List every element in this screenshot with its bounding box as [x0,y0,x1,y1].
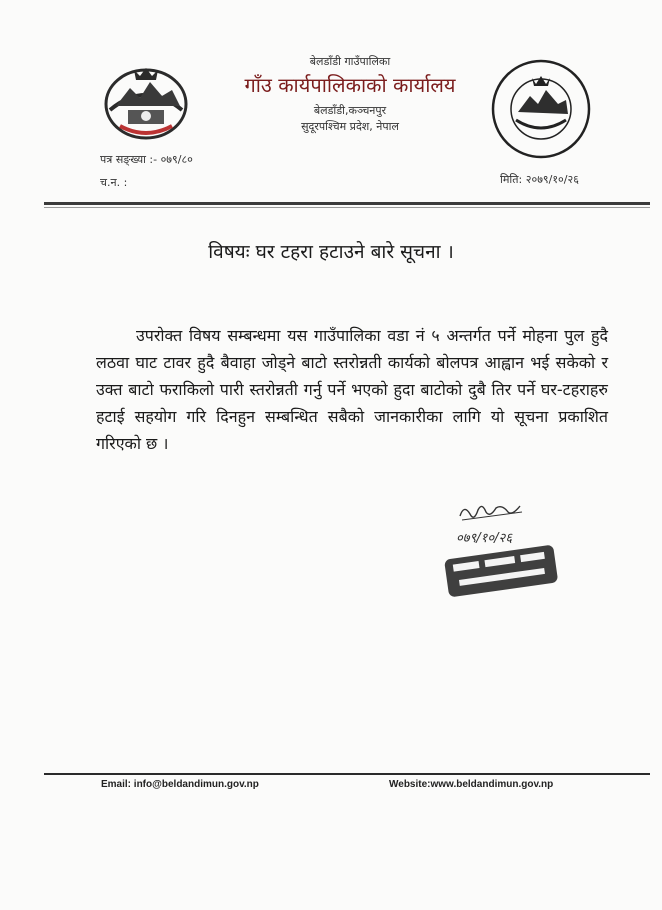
footer-divider [44,773,650,775]
address-line-2: सुदूरपश्चिम प्रदेश, नेपाल [301,120,399,133]
office-seal-stamp [488,56,594,162]
footer-email: Email: info@beldandimun.gov.np [101,779,259,790]
nepal-government-emblem-icon [100,60,192,142]
header-divider-thin [44,207,650,208]
signature-date: ०७९/१०/२६ [456,531,513,546]
name-stamp [436,540,566,600]
letterhead-block [180,54,520,135]
address-line-1: बेलडाँडी,कञ्चनपुर [313,104,387,117]
office-title: गाँउ कार्यपालिकाको कार्यालय [244,73,456,97]
municipality-name: बेलडाँडी गाउँपालिका [309,55,391,68]
footer-website: Website:www.beldandimun.gov.np [389,779,554,790]
reference-number: पत्र सङ्ख्या :- ०७९/८० [100,153,193,166]
header-divider [44,202,650,205]
subject-line: विषयः घर टहरा हटाउने बारे सूचना । [208,241,454,263]
dispatch-number: च.न. : [100,176,128,189]
notice-body: उपरोक्त विषय सम्बन्धमा यस गाउँपालिका वडा नं ५ अन्तर्गत पर्ने मोहना पुल हुदै लठवा घाट टावर हुदै बैवाहा जोड्ने बाटो स्तरोन्नती कार्यको बोलपत्र आह्वान भई सकेको र उक्त बाटो फराकिलो पारी स्तरोन्नती गर्नु पर्ने भएको हुदा बाटोको दुबै तिर पर्ने घर-टहराहरु हटाई सहयोग गरि दिनहुन सम्बन्धित सबैको जानकारीका लागि यो सूचना प्रकाशित गरिएको छ । [96,326,608,453]
letter-date: मिति: २०७९/१०/२६ [500,173,579,186]
